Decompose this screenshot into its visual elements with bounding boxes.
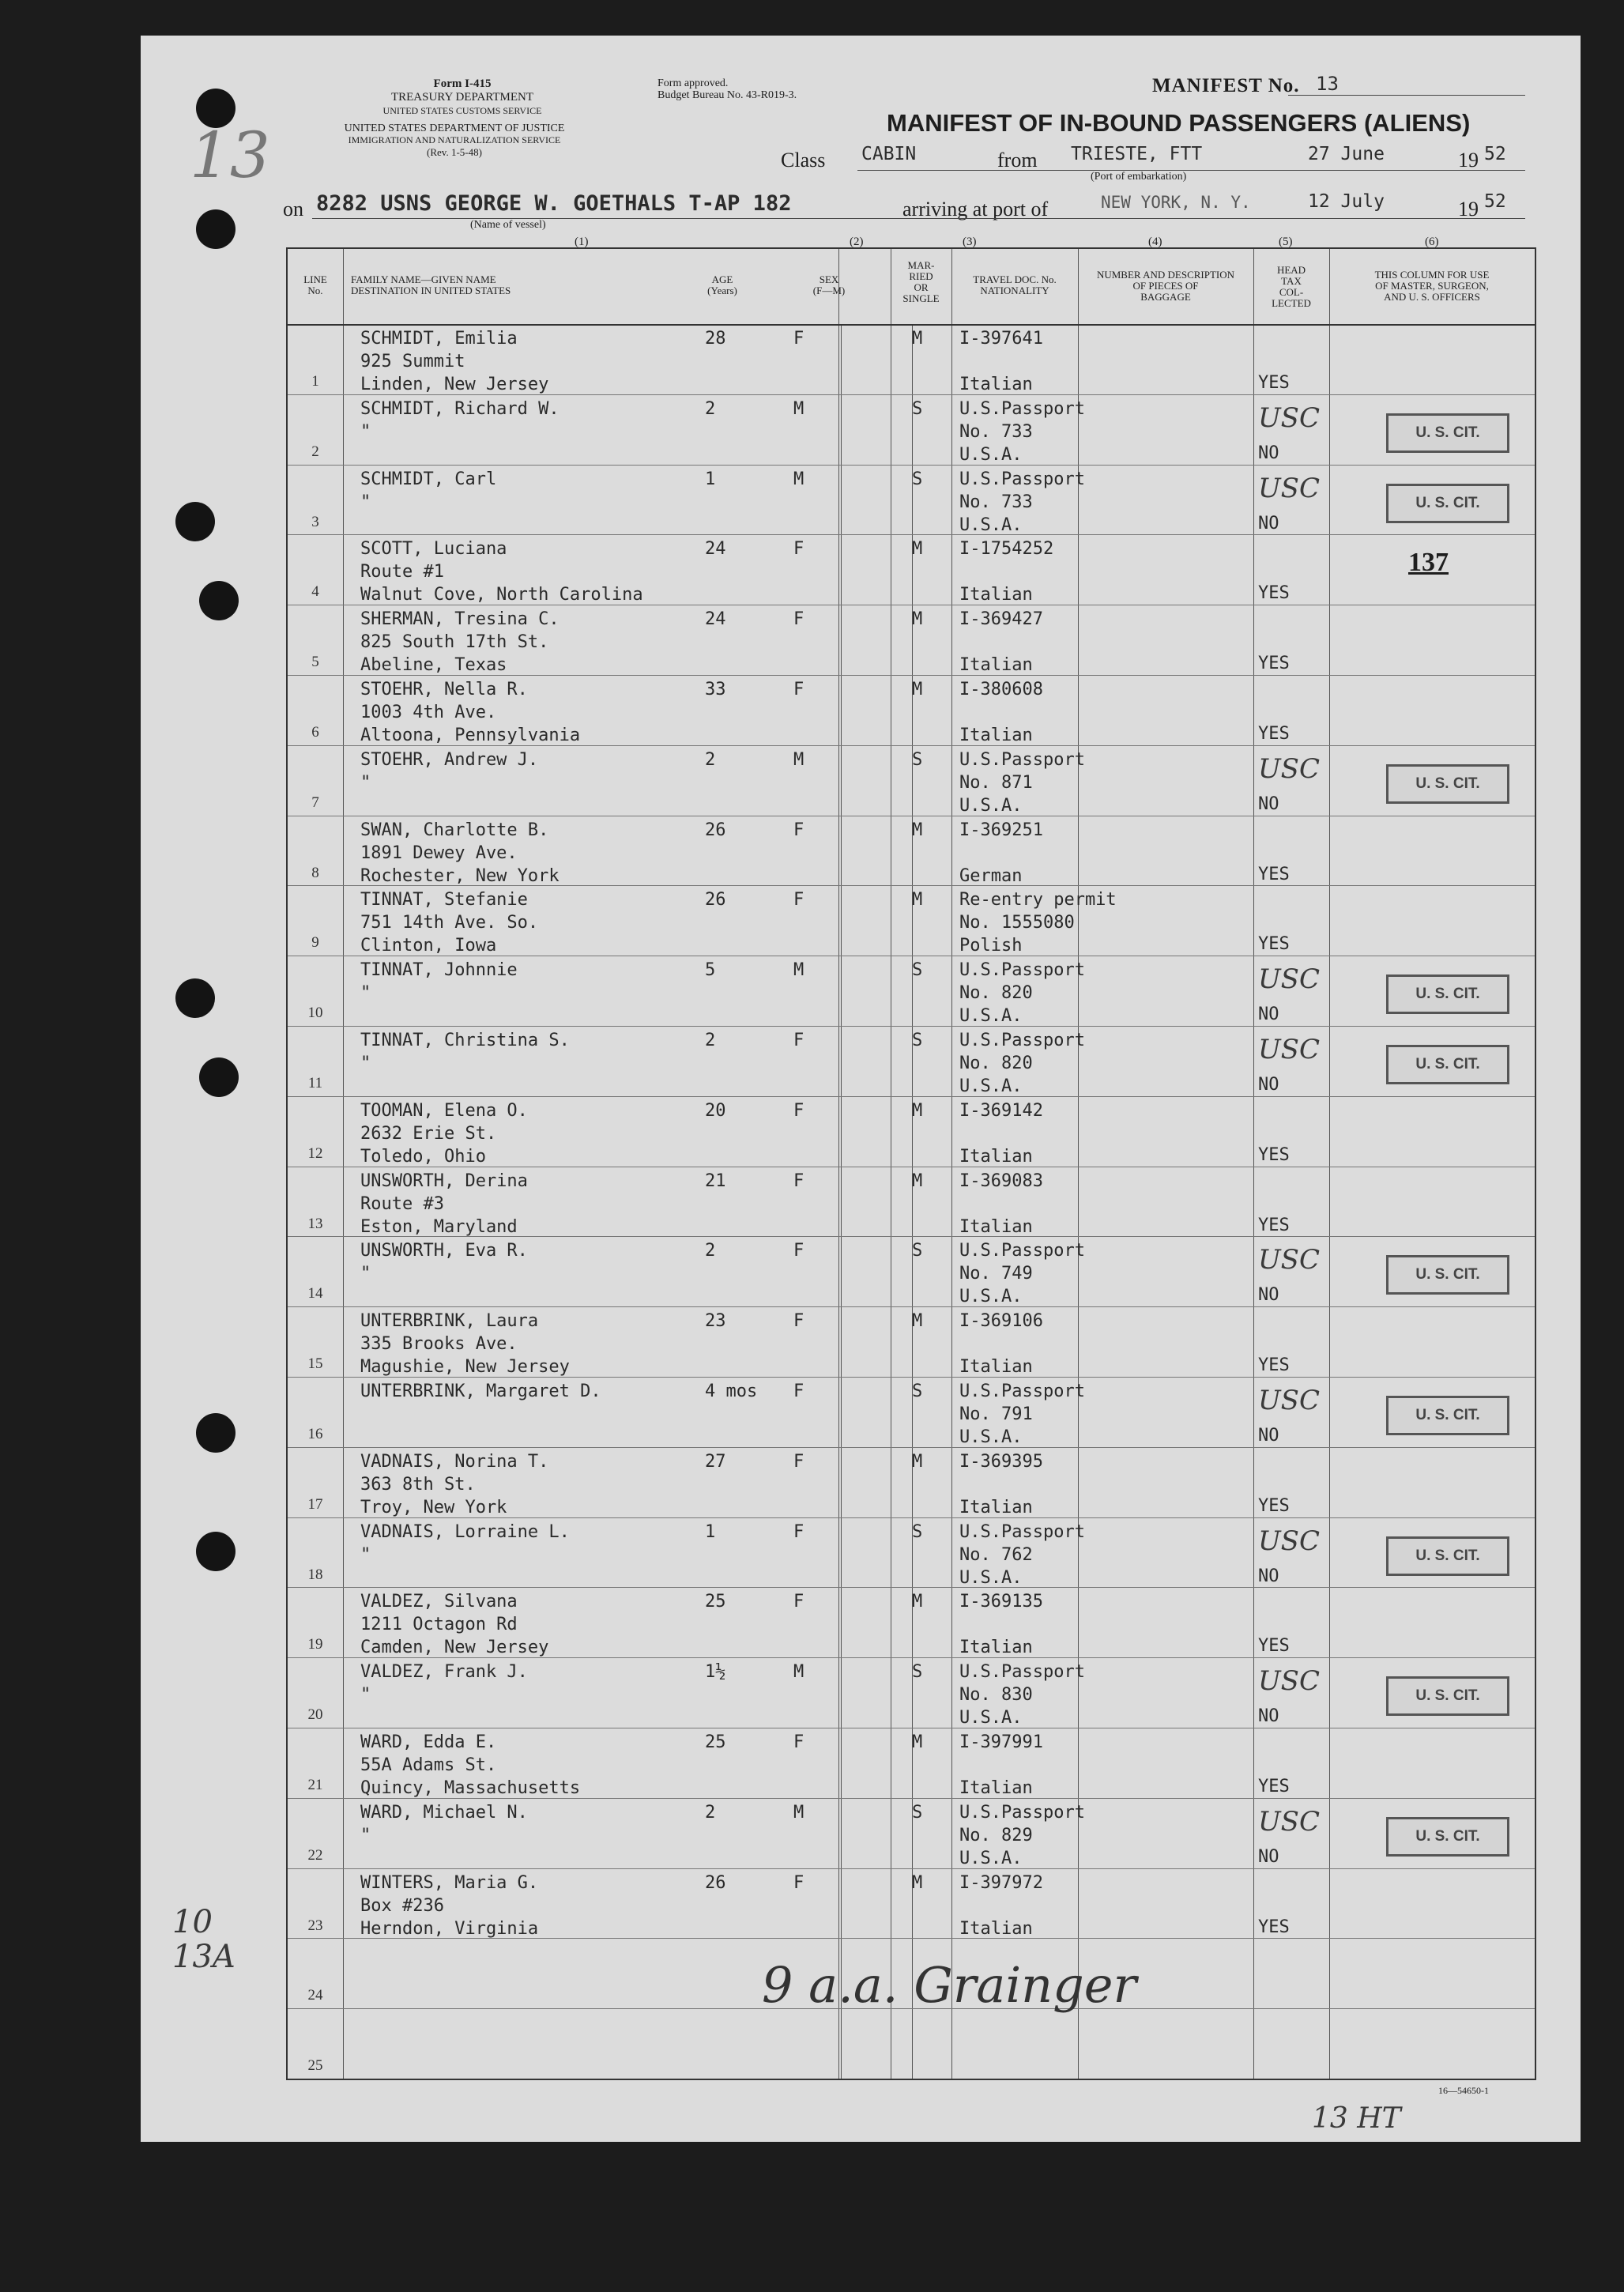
passenger-age: 24 xyxy=(705,539,726,560)
passenger-age: 2 xyxy=(705,1802,716,1823)
head-tax-collected: YES xyxy=(1258,864,1290,884)
binder-hole xyxy=(196,1532,235,1571)
head-tax-collected: NO xyxy=(1258,443,1279,463)
binder-hole xyxy=(199,1057,239,1097)
line-number: 16 xyxy=(307,1426,323,1442)
arrival-year: 52 xyxy=(1484,191,1506,212)
passenger-age: 4 mos xyxy=(705,1382,758,1401)
passenger-sex: F xyxy=(793,1241,804,1261)
table-row xyxy=(288,1517,1535,1589)
officer-note-usc: USC xyxy=(1258,1034,1320,1065)
married-single: S xyxy=(912,1382,923,1401)
passenger-age: 26 xyxy=(705,890,726,910)
passenger-sex: F xyxy=(793,329,804,349)
passenger-age: 26 xyxy=(705,820,726,840)
passenger-sex: M xyxy=(793,960,804,981)
travel-doc-nationality: U.S.Passport No. 762 U.S.A. xyxy=(959,1521,1085,1588)
line-number: 18 xyxy=(307,1566,323,1583)
head-tax-collected: YES xyxy=(1258,1355,1290,1376)
passenger-age: 27 xyxy=(705,1451,726,1472)
line-number: 14 xyxy=(307,1285,323,1302)
table-row xyxy=(288,1167,1535,1238)
table-row xyxy=(288,956,1535,1027)
us-citizen-stamp: U. S. CIT. xyxy=(1386,764,1509,804)
head-tax-collected: YES xyxy=(1258,1917,1290,1937)
passenger-sex: M xyxy=(793,1802,804,1823)
married-single: M xyxy=(912,609,923,630)
passenger-sex: M xyxy=(793,398,804,419)
married-single: M xyxy=(912,820,923,840)
table-row xyxy=(288,1657,1535,1728)
travel-doc-nationality: U.S.Passport No. 829 U.S.A. xyxy=(959,1802,1085,1868)
table-row xyxy=(288,2008,1535,2079)
form-agency-block: Form I-415 TREASURY DEPARTMENT UNITED STATES CUSTOMS SERVICE xyxy=(382,77,542,116)
line-number: 1 xyxy=(311,373,319,390)
married-single: M xyxy=(912,1100,923,1121)
passenger-age: 33 xyxy=(705,680,726,699)
table-row xyxy=(288,1798,1535,1869)
line-number: 8 xyxy=(311,864,319,881)
table-row xyxy=(288,885,1535,956)
col-header-baggage: NUMBER AND DESCRIPTION OF PIECES OF BAGGAGE xyxy=(1096,269,1235,303)
head-tax-collected: YES xyxy=(1258,724,1290,744)
line-number: 15 xyxy=(307,1355,323,1373)
passenger-sex: F xyxy=(793,1521,804,1542)
passenger-age: 1½ xyxy=(705,1662,726,1683)
passenger-sex: F xyxy=(793,820,804,840)
passenger-sex: M xyxy=(793,1662,804,1683)
line-number: 6 xyxy=(311,724,319,741)
travel-doc-nationality: I-369135 Italian xyxy=(959,1592,1043,1658)
officer-note-usc: USC xyxy=(1258,1805,1320,1838)
passenger-name-destination: SHERMAN, Tresina C. 825 South 17th St. Abeline, Texas xyxy=(360,609,560,676)
passenger-age: 2 xyxy=(705,1031,716,1050)
passenger-sex: F xyxy=(793,1382,804,1401)
travel-doc-nationality: I-369395 Italian xyxy=(959,1451,1043,1517)
passenger-table xyxy=(286,247,1536,2080)
head-tax-collected: YES xyxy=(1258,373,1290,393)
table-row xyxy=(288,1026,1535,1097)
passenger-name-destination: UNSWORTH, Eva R. " xyxy=(360,1241,528,1284)
table-row xyxy=(288,394,1535,466)
table-row xyxy=(288,1447,1535,1518)
table-row xyxy=(288,675,1535,746)
from-value: TRIESTE, FTT xyxy=(1071,144,1203,164)
from-label: from xyxy=(997,149,1038,172)
travel-doc-nationality: U.S.Passport No. 791 U.S.A. xyxy=(959,1382,1085,1447)
head-tax-collected: NO xyxy=(1258,1566,1279,1586)
head-tax-collected: NO xyxy=(1258,513,1279,533)
passenger-name-destination: SWAN, Charlotte B. 1891 Dewey Ave. Rochester, New York xyxy=(360,820,560,886)
passenger-sex: F xyxy=(793,1100,804,1121)
binder-hole xyxy=(196,1413,235,1453)
officer-note-usc: USC xyxy=(1258,1665,1320,1698)
married-single: S xyxy=(912,398,923,419)
us-citizen-stamp: U. S. CIT. xyxy=(1386,1817,1509,1857)
head-tax-collected: NO xyxy=(1258,794,1279,814)
passenger-age: 5 xyxy=(705,960,716,981)
passenger-age: 25 xyxy=(705,1592,726,1612)
margin-note-bottom: 10 13A xyxy=(172,1904,235,1975)
line-number: 24 xyxy=(307,1987,323,2004)
table-row xyxy=(288,1868,1535,1940)
on-label: on xyxy=(283,198,303,221)
head-tax-collected: NO xyxy=(1258,1426,1279,1446)
passenger-name-destination: SCOTT, Luciana Route #1 Walnut Cove, North Carolina xyxy=(360,539,643,605)
passenger-sex: F xyxy=(793,1451,804,1472)
binder-hole xyxy=(175,502,215,541)
travel-doc-nationality: U.S.Passport No. 749 U.S.A. xyxy=(959,1241,1085,1307)
travel-doc-nationality: I-369427 Italian xyxy=(959,609,1043,676)
officer-note-usc: USC xyxy=(1258,752,1320,785)
col-header-age: AGE (Years) xyxy=(707,273,737,296)
officer-note-usc: USC xyxy=(1258,401,1320,434)
table-row xyxy=(288,1377,1535,1448)
married-single: S xyxy=(912,469,923,489)
head-tax-collected: YES xyxy=(1258,1777,1290,1796)
table-row xyxy=(288,745,1535,816)
married-single: M xyxy=(912,1311,923,1332)
line-number: 17 xyxy=(307,1495,323,1513)
line-number: 22 xyxy=(307,1846,323,1864)
col-num-2: (2) xyxy=(850,236,864,248)
head-tax-collected: NO xyxy=(1258,1285,1279,1306)
passenger-name-destination: SCHMIDT, Emilia 925 Summit Linden, New Jersey xyxy=(360,329,549,394)
table-row xyxy=(288,605,1535,676)
line-number: 25 xyxy=(307,2057,323,2075)
table-row xyxy=(288,1236,1535,1307)
travel-doc-nationality: I-397641 Italian xyxy=(959,329,1043,394)
col-header-officers: THIS COLUMN FOR USE OF MASTER, SURGEON, AND U. S. OFFICERS xyxy=(1374,269,1490,303)
head-tax-collected: YES xyxy=(1258,654,1290,674)
col-header-married: MAR- RIED OR SINGLE xyxy=(902,259,940,304)
embark-year: 52 xyxy=(1484,144,1506,164)
line-number: 21 xyxy=(307,1777,323,1793)
passenger-age: 28 xyxy=(705,329,726,349)
married-single: M xyxy=(912,1872,923,1893)
officer-note-usc: USC xyxy=(1258,1385,1320,1416)
col-header-name: FAMILY NAME—GIVEN NAME DESTINATION IN UNITED STATES xyxy=(351,273,511,296)
class-value: CABIN xyxy=(861,144,917,164)
married-single: S xyxy=(912,1031,923,1050)
col-num-5: (5) xyxy=(1279,236,1293,248)
married-single: S xyxy=(912,1521,923,1542)
passenger-age: 25 xyxy=(705,1732,726,1752)
travel-doc-nationality: I-369083 Italian xyxy=(959,1171,1043,1237)
travel-doc-nationality: U.S.Passport No. 820 U.S.A. xyxy=(959,960,1085,1027)
line-number: 5 xyxy=(311,654,319,671)
passenger-sex: F xyxy=(793,1592,804,1612)
passenger-name-destination: TINNAT, Stefanie 751 14th Ave. So. Clinton, Iowa xyxy=(360,890,539,956)
travel-doc-nationality: U.S.Passport No. 830 U.S.A. xyxy=(959,1662,1085,1728)
head-tax-collected: YES xyxy=(1258,1144,1290,1165)
married-single: M xyxy=(912,1732,923,1752)
binder-hole xyxy=(196,209,235,249)
passenger-age: 1 xyxy=(705,469,716,489)
passenger-name-destination: WINTERS, Maria G. Box #236 Herndon, Virginia xyxy=(360,1872,539,1939)
passenger-age: 2 xyxy=(705,1241,716,1261)
officer-note-usc: USC xyxy=(1258,472,1320,504)
married-single: M xyxy=(912,539,923,560)
manifest-no: 13 xyxy=(1316,73,1339,95)
head-tax-collected: NO xyxy=(1258,1005,1279,1025)
officer-note-usc: USC xyxy=(1258,963,1320,996)
passenger-sex: F xyxy=(793,680,804,699)
travel-doc-nationality: I-397991 Italian xyxy=(959,1732,1043,1798)
passenger-name-destination: WARD, Edda E. 55A Adams St. Quincy, Massachusetts xyxy=(360,1732,581,1798)
married-single: M xyxy=(912,329,923,349)
table-row xyxy=(288,534,1535,605)
passenger-sex: F xyxy=(793,1171,804,1191)
passenger-name-destination: SCHMIDT, Richard W. " xyxy=(360,398,560,442)
travel-doc-nationality: U.S.Passport No. 733 U.S.A. xyxy=(959,398,1085,465)
us-citizen-stamp: U. S. CIT. xyxy=(1386,484,1509,523)
line-number: 10 xyxy=(307,1005,323,1022)
vessel-name: 8282 USNS GEORGE W. GOETHALS T-AP 182 xyxy=(316,191,792,216)
passenger-sex: F xyxy=(793,1872,804,1893)
passenger-age: 2 xyxy=(705,749,716,770)
us-citizen-stamp: U. S. CIT. xyxy=(1386,1255,1509,1295)
line-number: 7 xyxy=(311,794,319,811)
passenger-sex: F xyxy=(793,1311,804,1332)
travel-doc-nationality: I-380608 Italian xyxy=(959,680,1043,745)
class-label: Class xyxy=(781,149,826,172)
col-header-line: LINE No. xyxy=(303,273,327,296)
form-code: 16—54650-1 xyxy=(1438,2085,1489,2096)
table-row xyxy=(288,1306,1535,1378)
passenger-name-destination: STOEHR, Andrew J. " xyxy=(360,749,539,793)
married-single: S xyxy=(912,1802,923,1823)
head-tax-collected: NO xyxy=(1258,1075,1279,1095)
passenger-sex: F xyxy=(793,609,804,630)
passenger-sex: F xyxy=(793,1732,804,1752)
col-header-head-tax: HEAD TAX COL- LECTED xyxy=(1272,264,1311,309)
margin-note-top: 13 xyxy=(190,119,270,192)
passenger-age: 1 xyxy=(705,1521,716,1542)
year-prefix-2: 19 xyxy=(1458,198,1479,221)
line-number: 11 xyxy=(307,1075,323,1091)
married-single: M xyxy=(912,680,923,699)
us-citizen-stamp: U. S. CIT. xyxy=(1386,974,1509,1014)
table-row xyxy=(288,1728,1535,1799)
col-num-4: (4) xyxy=(1148,236,1162,248)
line-number: 3 xyxy=(311,513,319,530)
col-header-travel-doc: TRAVEL DOC. No. NATIONALITY xyxy=(973,273,1057,296)
embark-caption: (Port of embarkation) xyxy=(1091,171,1187,183)
passenger-age: 2 xyxy=(705,398,716,419)
us-citizen-stamp: U. S. CIT. xyxy=(1386,1045,1509,1084)
passenger-name-destination: UNTERBRINK, Margaret D. xyxy=(360,1382,601,1401)
passenger-name-destination: VADNAIS, Norina T. 363 8th St. Troy, New York xyxy=(360,1451,549,1517)
passenger-name-destination: UNSWORTH, Derina Route #3 Eston, Maryland xyxy=(360,1171,528,1237)
married-single: S xyxy=(912,749,923,770)
year-prefix: 19 xyxy=(1458,149,1479,172)
arrival-date: 12 July xyxy=(1308,191,1385,212)
col-num-3: (3) xyxy=(963,236,977,248)
line-number: 9 xyxy=(311,934,319,952)
passenger-sex: M xyxy=(793,469,804,489)
married-single: S xyxy=(912,1241,923,1261)
table-row xyxy=(288,816,1535,887)
married-single: M xyxy=(912,1592,923,1612)
col-num-6: (6) xyxy=(1425,236,1439,248)
passenger-name-destination: WARD, Michael N. " xyxy=(360,1802,528,1845)
form-justice-block: UNITED STATES DEPARTMENT OF JUSTICE IMMIGRATION AND NATURALIZATION SERVICE (Rev. 1-5-48) xyxy=(344,123,565,158)
travel-doc-nationality: U.S.Passport No. 733 U.S.A. xyxy=(959,469,1085,535)
budget-approval: Form approved. Budget Bureau No. 43-R019-3. xyxy=(658,77,797,101)
line-number: 19 xyxy=(307,1636,323,1653)
table-row xyxy=(288,324,1535,395)
line-number: 12 xyxy=(307,1144,323,1162)
passenger-name-destination: SCHMIDT, Carl " xyxy=(360,469,497,512)
us-citizen-stamp: U. S. CIT. xyxy=(1386,1396,1509,1435)
passenger-name-destination: TOOMAN, Elena O. 2632 Erie St. Toledo, Ohio xyxy=(360,1100,528,1167)
col-header-sex: SEX (F—M) xyxy=(812,273,846,296)
travel-doc-nationality: I-369142 Italian xyxy=(959,1100,1043,1167)
us-citizen-stamp: U. S. CIT. xyxy=(1386,1536,1509,1576)
travel-doc-nationality: I-369106 Italian xyxy=(959,1311,1043,1378)
officer-note-usc: USC xyxy=(1258,1244,1320,1276)
passenger-name-destination: TINNAT, Christina S. " xyxy=(360,1031,570,1073)
passenger-age: 20 xyxy=(705,1100,726,1121)
officer-note-usc: USC xyxy=(1258,1525,1320,1557)
passenger-age: 24 xyxy=(705,609,726,630)
officer-signature: 9 a.a. Grainger xyxy=(762,1956,1137,2014)
table-row xyxy=(288,465,1535,536)
line-number: 20 xyxy=(307,1706,323,1724)
passenger-sex: M xyxy=(793,749,804,770)
travel-doc-nationality: I-1754252 Italian xyxy=(959,539,1054,605)
us-citizen-stamp: U. S. CIT. xyxy=(1386,1676,1509,1716)
passenger-age: 21 xyxy=(705,1171,726,1191)
head-tax-collected: YES xyxy=(1258,1215,1290,1235)
married-single: S xyxy=(912,960,923,981)
arriving-label: arriving at port of xyxy=(902,198,1049,221)
married-single: M xyxy=(912,890,923,910)
passenger-name-destination: STOEHR, Nella R. 1003 4th Ave. Altoona, Pennsylvania xyxy=(360,680,581,745)
passenger-sex: F xyxy=(793,539,804,560)
passenger-name-destination: VADNAIS, Lorraine L. " xyxy=(360,1521,570,1565)
arrival-port: NEW YORK, N. Y. xyxy=(1101,193,1251,212)
line-number: 2 xyxy=(311,443,319,460)
travel-doc-nationality: I-397972 Italian xyxy=(959,1872,1043,1939)
embark-date: 27 June xyxy=(1308,144,1385,164)
vessel-caption: (Name of vessel) xyxy=(470,219,546,231)
married-single: S xyxy=(912,1662,923,1683)
married-single: M xyxy=(912,1171,923,1191)
binder-hole xyxy=(199,581,239,620)
passenger-name-destination: TINNAT, Johnnie " xyxy=(360,960,518,1004)
passenger-name-destination: UNTERBRINK, Laura 335 Brooks Ave. Magushie, New Jersey xyxy=(360,1311,570,1378)
married-single: M xyxy=(912,1451,923,1472)
travel-doc-nationality: U.S.Passport No. 871 U.S.A. xyxy=(959,749,1085,816)
passenger-name-destination: VALDEZ, Frank J. " xyxy=(360,1662,528,1706)
manifest-title: MANIFEST OF IN-BOUND PASSENGERS (ALIENS) xyxy=(887,109,1471,137)
passenger-name-destination: VALDEZ, Silvana 1211 Octagon Rd Camden, New Jersey xyxy=(360,1592,549,1658)
manifest-no-label: MANIFEST No. xyxy=(1152,75,1300,96)
passenger-sex: F xyxy=(793,890,804,910)
col-num-1: (1) xyxy=(575,236,589,248)
head-tax-collected: YES xyxy=(1258,1495,1290,1516)
line-number: 4 xyxy=(311,583,319,601)
stamp-number: 137 xyxy=(1408,548,1449,577)
line-number: 23 xyxy=(307,1917,323,1934)
travel-doc-nationality: Re-entry permit No. 1555080 Polish xyxy=(959,890,1117,956)
head-tax-collected: YES xyxy=(1258,934,1290,955)
margin-note-bottom-right: 13 HT xyxy=(1312,2102,1401,2135)
table-row xyxy=(288,1096,1535,1167)
binder-hole xyxy=(175,978,215,1018)
passenger-age: 26 xyxy=(705,1872,726,1893)
head-tax-collected: NO xyxy=(1258,1706,1279,1727)
head-tax-collected: YES xyxy=(1258,583,1290,604)
passenger-sex: F xyxy=(793,1031,804,1050)
head-tax-collected: YES xyxy=(1258,1636,1290,1657)
travel-doc-nationality: I-369251 German xyxy=(959,820,1043,886)
us-citizen-stamp: U. S. CIT. xyxy=(1386,413,1509,453)
line-number: 13 xyxy=(307,1215,323,1232)
head-tax-collected: NO xyxy=(1258,1846,1279,1867)
passenger-age: 23 xyxy=(705,1311,726,1332)
table-row xyxy=(288,1587,1535,1658)
travel-doc-nationality: U.S.Passport No. 820 U.S.A. xyxy=(959,1031,1085,1096)
